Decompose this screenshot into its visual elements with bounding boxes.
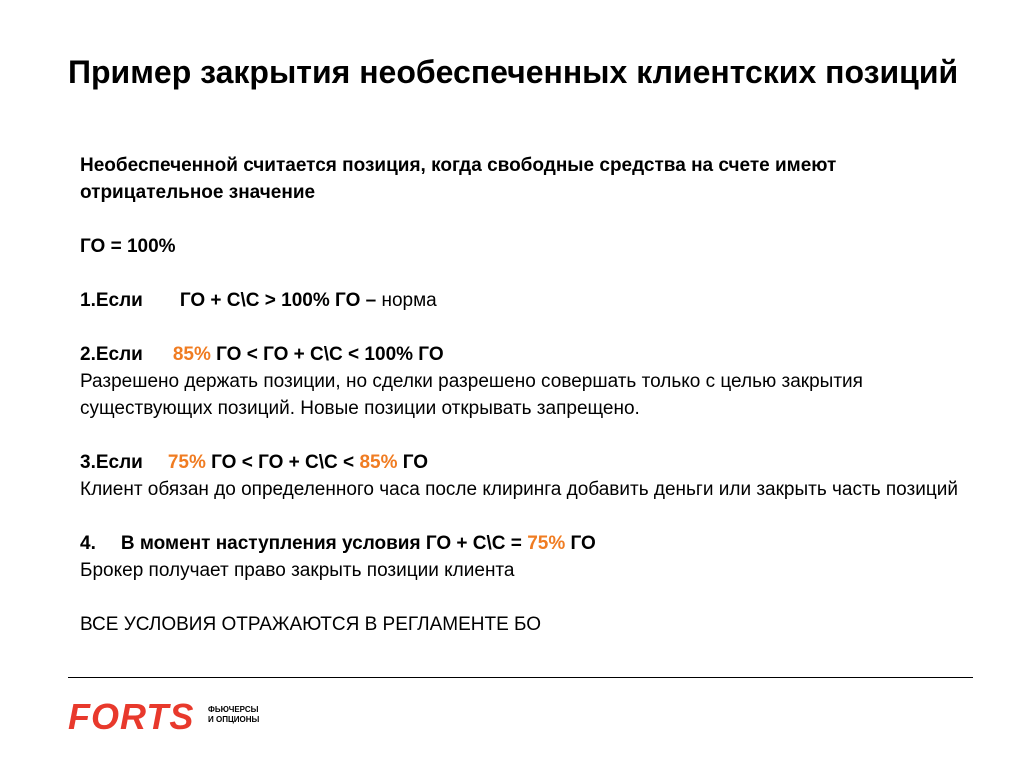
case-1 <box>80 287 960 314</box>
case-3 <box>80 449 960 476</box>
logo-subtitle-line-2: И ОПЦИОНЫ <box>208 715 260 724</box>
footer-divider <box>68 677 973 678</box>
logo-subtitle <box>208 705 259 725</box>
slide-title: Пример закрытия необеспеченных клиентских позиций <box>68 54 959 90</box>
case-3-description: Клиент обязан до определенного часа после клиринга добавить деньги или закрыть часть позиций <box>80 479 958 500</box>
case-4 <box>80 530 960 557</box>
case-3-percent-high: 85% <box>359 452 398 473</box>
case-4-percent: 75% <box>527 533 566 554</box>
case-4-description: Брокер получает право закрыть позиции клиента <box>80 560 515 581</box>
go-definition: ГО = 100% <box>80 236 176 257</box>
case-2-percent: 85% <box>172 344 211 365</box>
case-4-condition-b: ГО <box>565 533 596 554</box>
case-1-result: норма <box>376 290 437 311</box>
case-2 <box>80 341 960 368</box>
case-3-condition-b: ГО <box>397 452 429 473</box>
case-3-percent-low: 75% <box>167 452 206 473</box>
slide-content <box>80 152 960 638</box>
case-3-label: 3.Если <box>80 452 143 473</box>
case-2-label: 2.Если <box>80 344 143 365</box>
case-1-condition: ГО + С\С > 100% ГО – <box>179 290 377 311</box>
footer-note: ВСЕ УСЛОВИЯ ОТРАЖАЮТСЯ В РЕГЛАМЕНТЕ БО <box>80 614 542 635</box>
case-2-description: Разрешено держать позиции, но сделки разрешено совершать только с целью закрытия существующих позиций. Новые позиции открывать запрещено. <box>80 371 863 419</box>
logo-subtitle-line-1: ФЬЮЧЕРСЫ <box>208 705 259 714</box>
case-2-condition: ГО < ГО + С\С < 100% ГО <box>210 344 444 365</box>
case-3-condition-a: ГО < ГО + С\С < <box>205 452 360 473</box>
logo-wordmark: FORTS <box>68 696 195 737</box>
case-1-label: 1.Если <box>80 290 143 311</box>
case-4-condition-a: В момент наступления условия ГО + С\С = <box>120 533 528 554</box>
intro-text: Необеспеченной считается позиция, когда свободные средства на счете имеют отрицательное значение <box>80 155 837 203</box>
case-4-label: 4. <box>80 533 96 554</box>
